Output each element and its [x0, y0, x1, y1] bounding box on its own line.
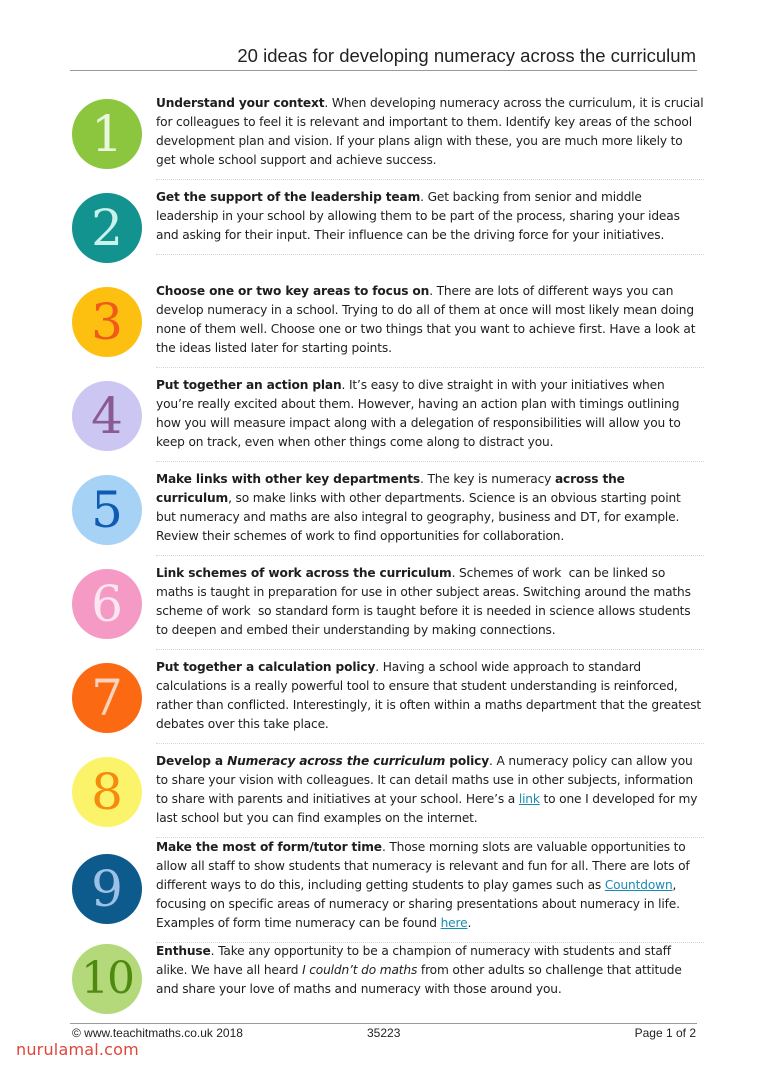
idea-heading: Make links with other key departments — [156, 472, 421, 486]
number-circle-4: 4 — [72, 381, 142, 451]
idea-heading: Put together an action plan — [156, 378, 342, 392]
idea-heading: Link schemes of work across the curriculum — [156, 566, 452, 580]
idea-text-1: Understand your context. When developing numeracy across the curriculum, it is crucial for colleagues to feel it is relevant and important to them. Identify key areas of the school development plan and vision. If your plans align with these, you are much more likely to get whole school support and achieve success. — [156, 86, 704, 180]
ideas-list — [70, 86, 704, 1020]
idea-item-7 — [70, 650, 704, 744]
idea-item-3 — [70, 274, 704, 368]
idea-heading: Get the support of the leadership team — [156, 190, 421, 204]
footer-page-number: Page 1 of 2 — [634, 1026, 696, 1040]
number-circle-7: 7 — [72, 663, 142, 733]
idea-item-6 — [70, 556, 704, 650]
number-circle-6: 6 — [72, 569, 142, 639]
idea-text-3: Choose one or two key areas to focus on. There are lots of different ways you can develop numeracy in a school. Trying to do all of them at once will most likely mean doing none of them well. Choose one or two things that you want to achieve first. Have a look at the ideas listed later for starting points. — [156, 274, 704, 368]
idea-text-6: Link schemes of work across the curriculum. Schemes of work can be linked so maths is taught in preparation for use in other subject areas. Switching around the maths scheme of work so standard form is taught before it is needed in science allows students to deepen and embed their understanding by making connections. — [156, 556, 704, 650]
idea-heading: Understand your context — [156, 96, 325, 110]
idea-heading: Enthuse — [156, 944, 211, 958]
idea-text-9: Make the most of form/tutor time. Those morning slots are valuable opportunities to allow all staff to show students that numeracy is relevant and fun for all. There are lots of different ways to do this, including getting students to play games such as Countdown, focusing on specific areas of numeracy or sharing presentations about numeracy in life. Examples of form time numeracy can be found here. — [156, 836, 704, 943]
idea-item-4 — [70, 368, 704, 462]
form-time-examples-link[interactable]: here — [440, 916, 468, 930]
idea-item-10 — [70, 940, 704, 1020]
number-circle-3: 3 — [72, 287, 142, 357]
idea-text-2: Get the support of the leadership team. Get backing from senior and middle leadership in your school by allowing them to be part of the process, sharing your ideas and asking for their input. Their influence can be the driving force for your initiatives. — [156, 180, 704, 255]
idea-text-7: Put together a calculation policy. Having a school wide approach to standard calculations is a really powerful tool to ensure that student understanding is reinforced, rather than conflicted. Interestingly, it is often within a maths department that the greatest debates over this take place. — [156, 650, 704, 744]
number-circle-2: 2 — [72, 193, 142, 263]
idea-item-1 — [70, 86, 704, 180]
title-divider — [70, 70, 697, 71]
number-circle-8: 8 — [72, 757, 142, 827]
idea-heading: Make the most of form/tutor time — [156, 840, 382, 854]
idea-item-9 — [70, 836, 704, 940]
watermark: nurulamal.com — [16, 1040, 139, 1059]
idea-heading: Develop a Numeracy across the curriculum policy — [156, 754, 490, 768]
idea-item-8 — [70, 744, 704, 836]
idea-heading: Put together a calculation policy — [156, 660, 376, 674]
idea-text-4: Put together an action plan. It’s easy to dive straight in with your initiatives when you’re really excited about them. However, having an action plan with timings outlining how you will measure impact along with a delegation of responsibilities will allow you to keep on track, even when other things come along to distract you. — [156, 368, 704, 462]
page-title: 20 ideas for developing numeracy across the curriculum — [237, 45, 696, 66]
number-circle-10: 10 — [72, 944, 142, 1014]
policy-link[interactable]: link — [518, 792, 540, 806]
number-circle-9: 9 — [72, 854, 142, 924]
idea-text-10: Enthuse. Take any opportunity to be a champion of numeracy with students and staff alike. We have all heard I couldn’t do maths from other adults so challenge that attitude and share your love of maths and numeracy with those around you. — [156, 944, 682, 996]
footer-divider — [70, 1023, 697, 1024]
idea-item-5 — [70, 462, 704, 556]
number-circle-1: 1 — [72, 99, 142, 169]
countdown-link[interactable]: Countdown — [604, 878, 673, 892]
number-circle-5: 5 — [72, 475, 142, 545]
idea-item-2 — [70, 180, 704, 274]
idea-text-5: Make links with other key departments. The key is numeracy across the curriculum, so make links with other departments. Science is an obvious starting point but numeracy and maths are also integral to geography, business and DT, for example. Review their schemes of work to find opportunities for collaboration. — [156, 462, 704, 556]
footer-resource-id: 35223 — [367, 1026, 401, 1040]
idea-heading: Choose one or two key areas to focus on — [156, 284, 430, 298]
idea-text-8: Develop a Numeracy across the curriculum policy. A numeracy policy can allow you to share your vision with colleagues. It can detail maths use in other subjects, information to share with parents and initiatives at your school. Here’s a link to one I developed for my last school but you can find examples on the internet. — [156, 744, 704, 838]
footer-copyright: © www.teachitmaths.co.uk 2018 — [72, 1026, 243, 1040]
